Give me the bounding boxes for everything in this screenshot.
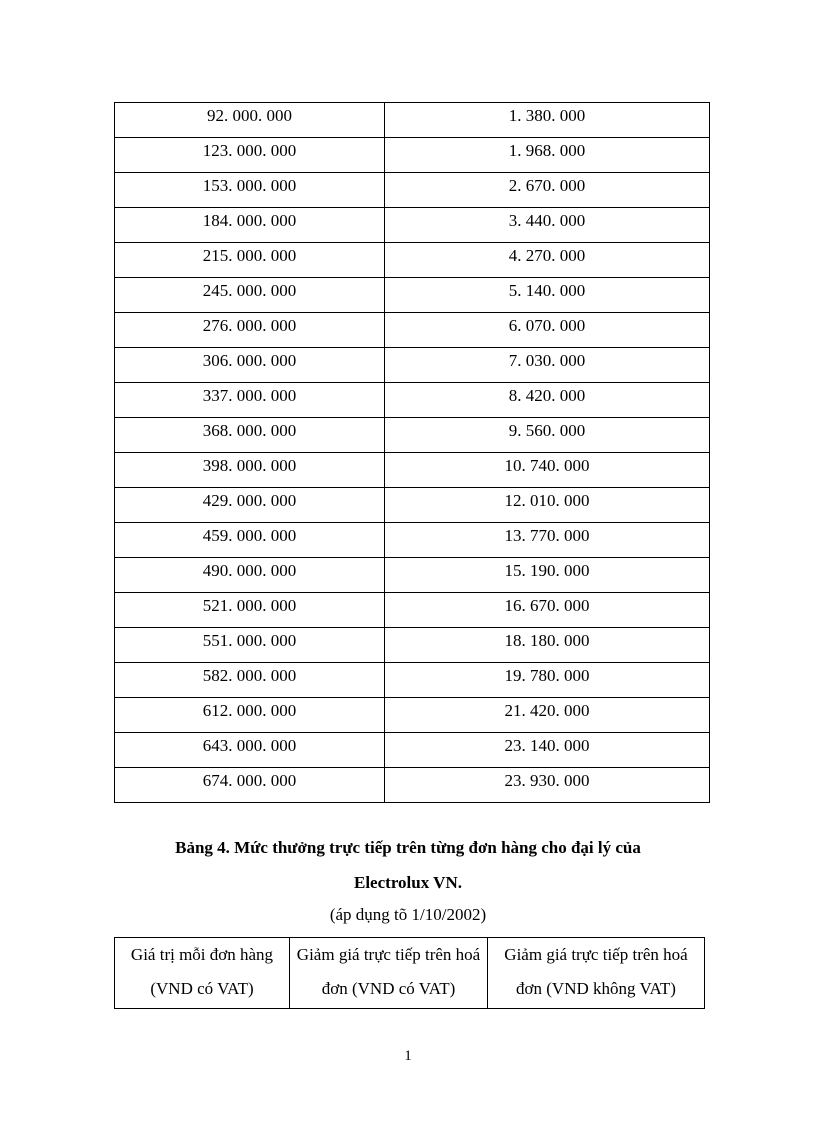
reward-cell: 23. 140. 000	[385, 733, 710, 768]
reward-cell: 2. 670. 000	[385, 173, 710, 208]
table-row	[115, 313, 710, 348]
order-value-cell: 276. 000. 000	[115, 313, 385, 348]
table-row	[115, 138, 710, 173]
table-row	[115, 103, 710, 138]
order-value-cell: 184. 000. 000	[115, 208, 385, 243]
reward-cell: 12. 010. 000	[385, 488, 710, 523]
order-value-cell: 551. 000. 000	[115, 628, 385, 663]
reward-cell: 19. 780. 000	[385, 663, 710, 698]
order-value-cell: 215. 000. 000	[115, 243, 385, 278]
table-caption-title-line1: Bảng 4. Mức thưởng trực tiếp trên từng đơn hàng cho đại lý của	[175, 838, 641, 857]
reward-table	[114, 102, 710, 803]
table-row	[115, 418, 710, 453]
order-value-cell: 398. 000. 000	[115, 453, 385, 488]
table-caption-subtitle: (áp dụng tõ 1/10/2002)	[329, 905, 487, 924]
reward-cell: 9. 560. 000	[385, 418, 710, 453]
table-row	[115, 383, 710, 418]
table-row	[115, 768, 710, 803]
header-discount-with-vat: Giảm giá trực tiếp trên hoá đơn (VND có VAT)	[290, 938, 488, 1009]
order-value-cell: 92. 000. 000	[115, 103, 385, 138]
reward-cell: 4. 270. 000	[385, 243, 710, 278]
table-row	[115, 208, 710, 243]
discount-table-header-row	[115, 938, 705, 1009]
order-value-cell: 368. 000. 000	[115, 418, 385, 453]
table-row	[115, 278, 710, 313]
table-row	[115, 733, 710, 768]
table-row	[115, 593, 710, 628]
order-value-cell: 521. 000. 000	[115, 593, 385, 628]
reward-cell: 21. 420. 000	[385, 698, 710, 733]
table-row	[115, 488, 710, 523]
header-order-value: Giá trị mỗi đơn hàng (VND có VAT)	[115, 938, 290, 1009]
reward-cell: 8. 420. 000	[385, 383, 710, 418]
reward-cell: 10. 740. 000	[385, 453, 710, 488]
order-value-cell: 674. 000. 000	[115, 768, 385, 803]
reward-cell: 23. 930. 000	[385, 768, 710, 803]
table-row	[115, 523, 710, 558]
order-value-cell: 429. 000. 000	[115, 488, 385, 523]
order-value-cell: 245. 000. 000	[115, 278, 385, 313]
reward-cell: 5. 140. 000	[385, 278, 710, 313]
table-row	[115, 173, 710, 208]
reward-cell: 16. 670. 000	[385, 593, 710, 628]
order-value-cell: 459. 000. 000	[115, 523, 385, 558]
order-value-cell: 643. 000. 000	[115, 733, 385, 768]
order-value-cell: 306. 000. 000	[115, 348, 385, 383]
reward-cell: 1. 380. 000	[385, 103, 710, 138]
reward-cell: 13. 770. 000	[385, 523, 710, 558]
table-row	[115, 698, 710, 733]
page-number: 1	[404, 1048, 412, 1064]
table-row	[115, 663, 710, 698]
table-row	[115, 348, 710, 383]
table-caption-title-line2: Electrolux VN.	[354, 873, 462, 892]
table-row	[115, 243, 710, 278]
reward-cell: 6. 070. 000	[385, 313, 710, 348]
table-row	[115, 453, 710, 488]
order-value-cell: 490. 000. 000	[115, 558, 385, 593]
reward-cell: 18. 180. 000	[385, 628, 710, 663]
reward-cell: 7. 030. 000	[385, 348, 710, 383]
order-value-cell: 612. 000. 000	[115, 698, 385, 733]
order-value-cell: 123. 000. 000	[115, 138, 385, 173]
header-discount-without-vat: Giảm giá trực tiếp trên hoá đơn (VND không VAT)	[488, 938, 705, 1009]
order-value-cell: 582. 000. 000	[115, 663, 385, 698]
discount-table	[114, 937, 705, 1009]
table-row	[115, 628, 710, 663]
reward-cell: 3. 440. 000	[385, 208, 710, 243]
reward-cell: 15. 190. 000	[385, 558, 710, 593]
order-value-cell: 153. 000. 000	[115, 173, 385, 208]
order-value-cell: 337. 000. 000	[115, 383, 385, 418]
table-row	[115, 558, 710, 593]
reward-cell: 1. 968. 000	[385, 138, 710, 173]
reward-table-body	[115, 103, 710, 803]
